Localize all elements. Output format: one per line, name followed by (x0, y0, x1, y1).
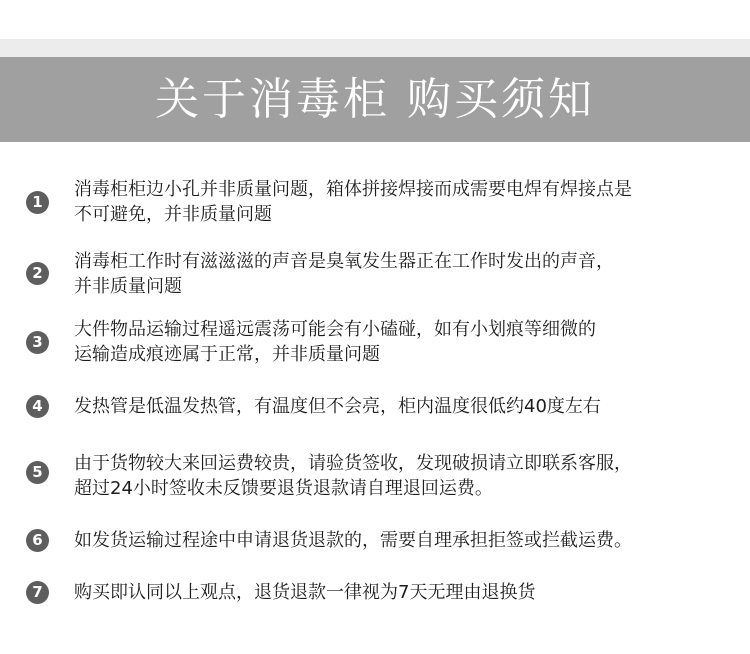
notice-line: 由于货物较大来回运费较贵，请验货签收，发现破损请立即联系客服， (74, 453, 632, 474)
notice-line: 并非质量问题 (74, 276, 182, 297)
notice-line: 消毒柜柜边小孔并非质量问题，箱体拼接焊接而成需要电焊有焊接点是 (74, 179, 632, 200)
notice-text (74, 249, 742, 299)
notice-text (74, 177, 742, 227)
notice-line: 不可避免，并非质量问题 (74, 204, 272, 225)
notice-line: 消毒柜工作时有滋滋滋的声音是臭氧发生器正在工作时发出的声音， (74, 251, 614, 272)
notice-text (74, 580, 742, 605)
number-badge-3 (26, 331, 49, 354)
top-strip (0, 39, 750, 57)
notice-line: 如发货运输过程途中申请退货退款的，需要自理承担拒签或拦截运费。 (74, 530, 632, 551)
number-badge-7 (26, 581, 49, 604)
number-badge-label: 5 (32, 463, 43, 481)
number-badge-6 (26, 529, 49, 552)
number-badge-label: 6 (32, 531, 43, 549)
number-badge-4 (26, 395, 49, 418)
notice-text (74, 451, 742, 501)
title-banner (0, 57, 750, 142)
number-badge-label: 1 (32, 193, 43, 211)
number-badge-5 (26, 461, 49, 484)
number-badge-label: 4 (32, 397, 43, 415)
notice-line: 发热管是低温发热管，有温度但不会亮，柜内温度很低约40度左右 (74, 396, 601, 417)
notice-line: 超过24小时签收未反馈要退货退款请自理退回运费。 (74, 478, 493, 499)
notice-text (74, 317, 742, 367)
page-title: 关于消毒柜 购买须知 (155, 73, 595, 125)
notice-line: 大件物品运输过程遥远震荡可能会有小磕碰，如有小划痕等细微的 (74, 319, 596, 340)
number-badge-label: 2 (32, 264, 43, 282)
notice-text (74, 528, 742, 553)
number-badge-1 (26, 191, 49, 214)
notice-line: 购买即认同以上观点，退货退款一律视为7天无理由退换货 (74, 582, 536, 603)
number-badge-label: 3 (32, 333, 43, 351)
number-badge-label: 7 (32, 583, 43, 601)
notice-line: 运输造成痕迹属于正常，并非质量问题 (74, 344, 380, 365)
notice-text (74, 394, 742, 419)
number-badge-2 (26, 262, 49, 285)
